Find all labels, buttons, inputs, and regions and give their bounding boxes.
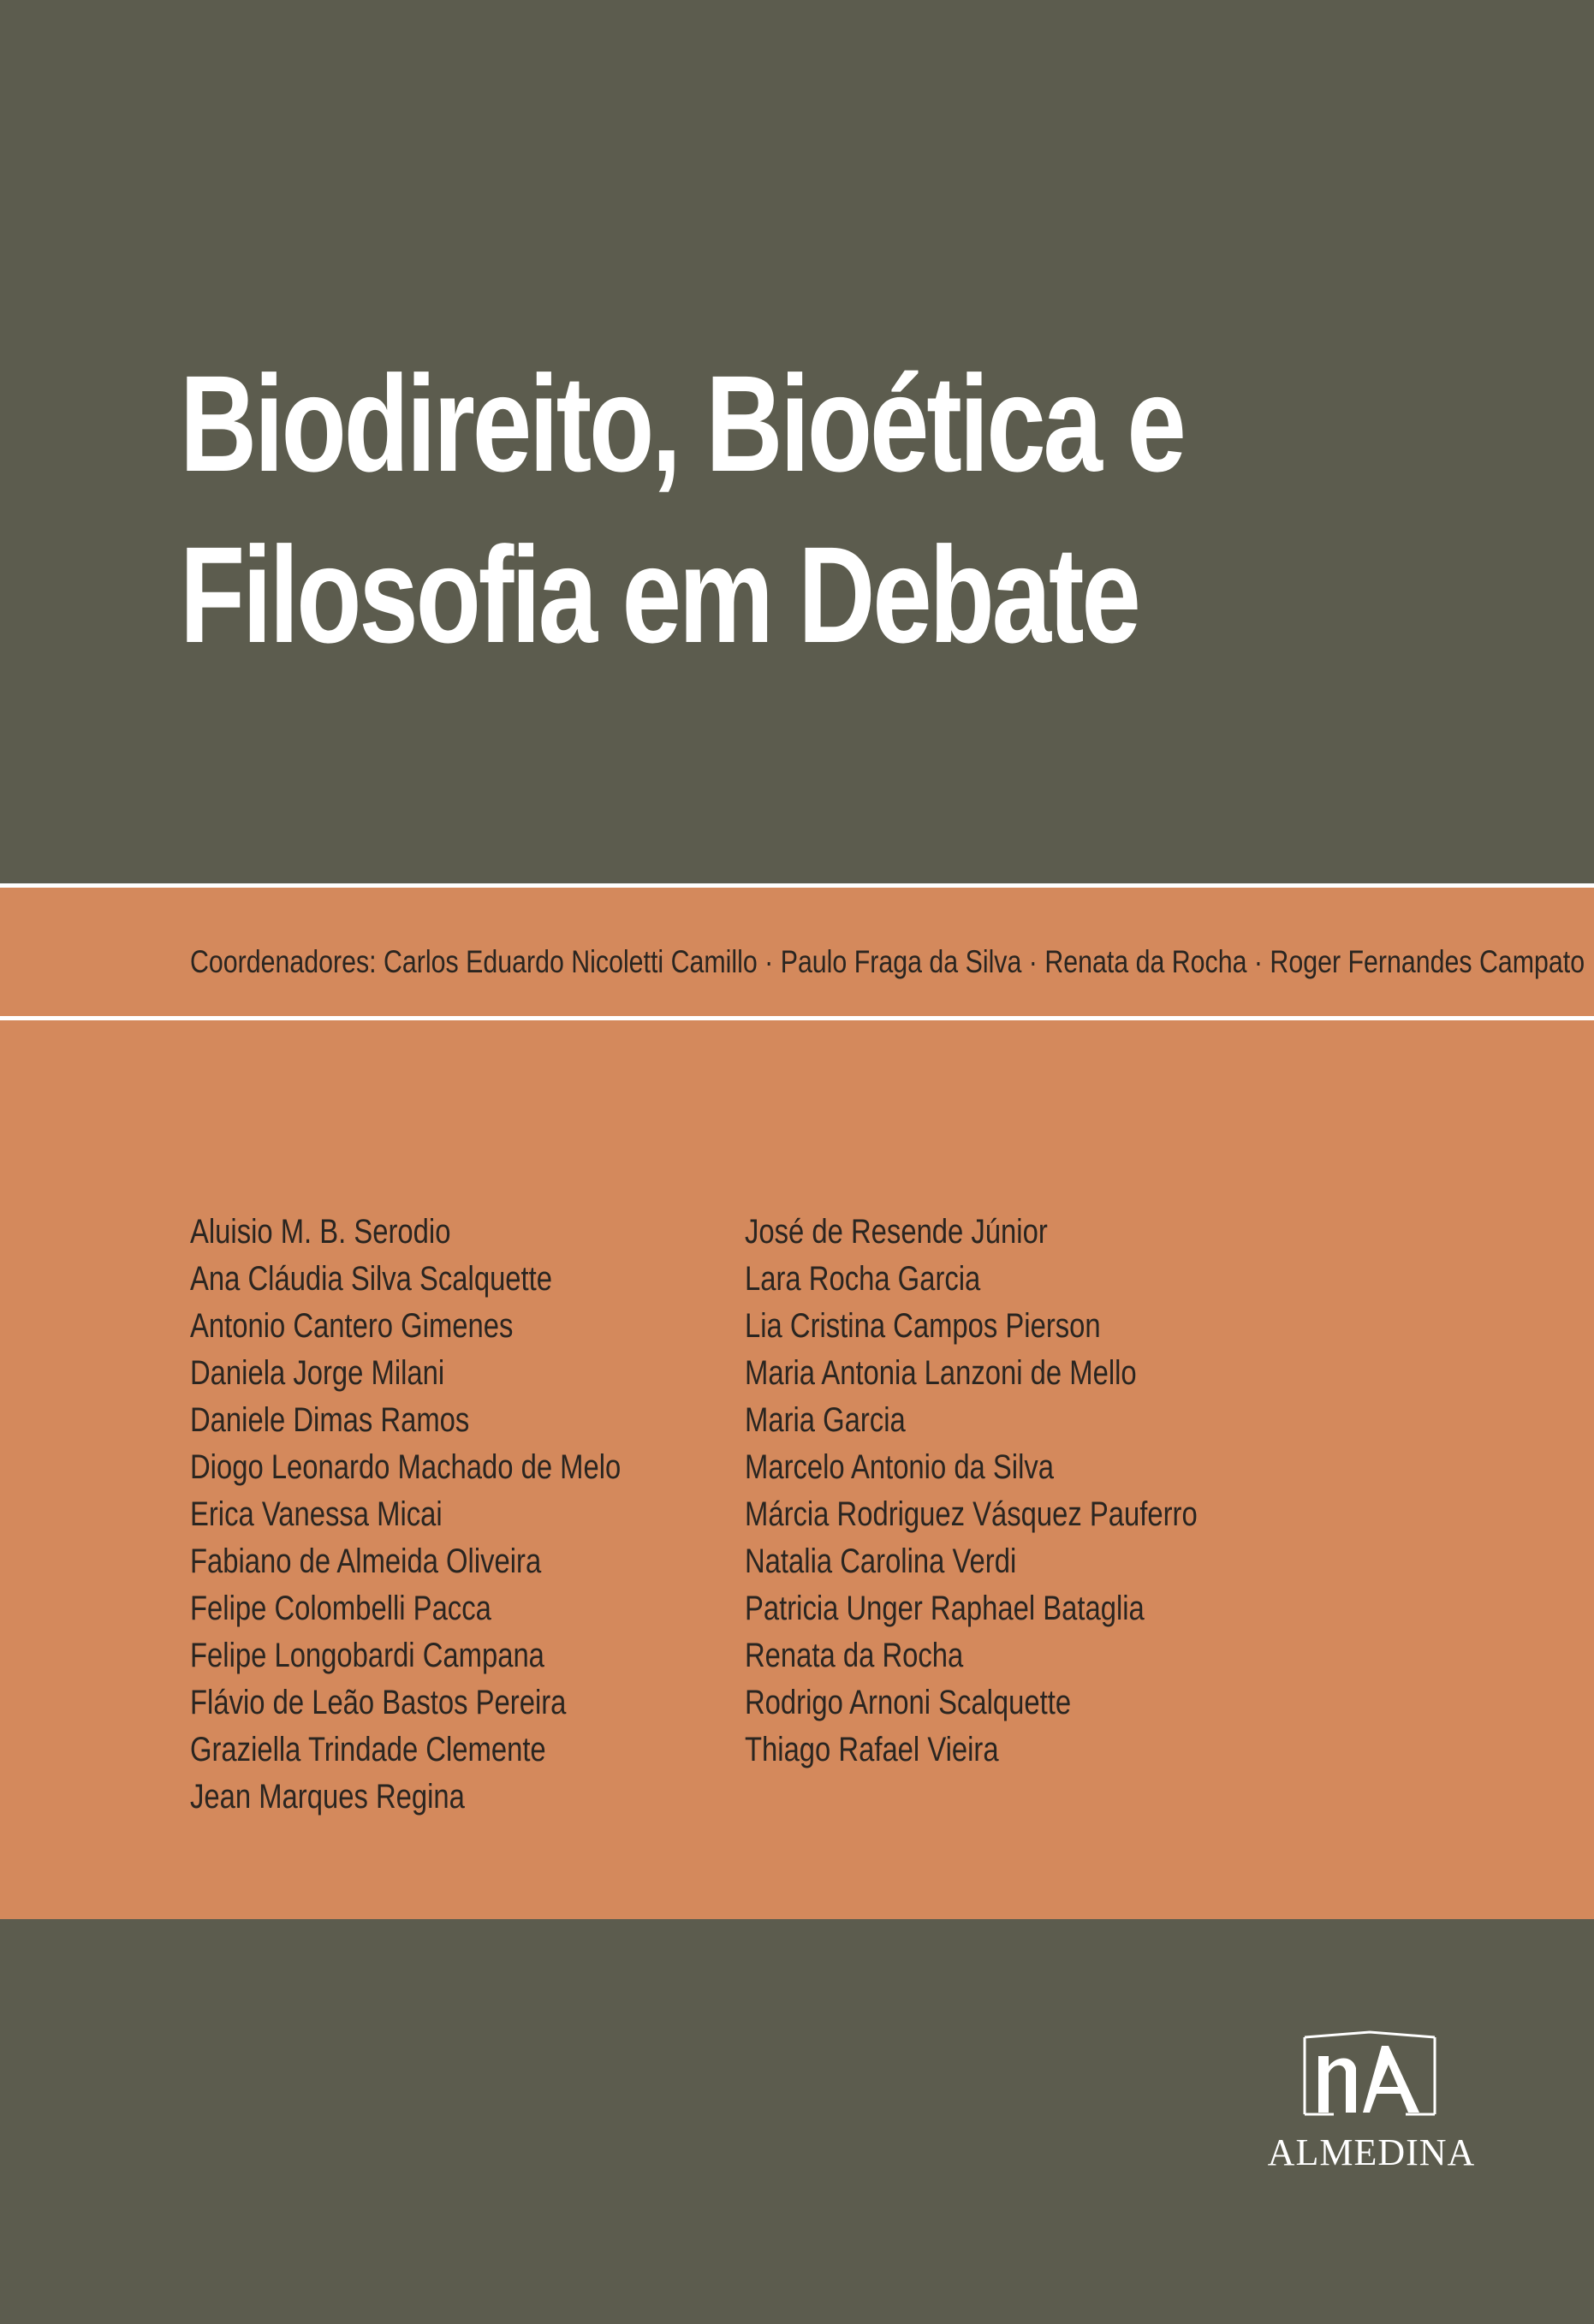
author-item: Lara Rocha Garcia <box>745 1260 981 1298</box>
author-item: Daniele Dimas Ramos <box>190 1401 470 1439</box>
author-item: Márcia Rodriguez Vásquez Pauferro <box>745 1495 1198 1533</box>
author-item: Patricia Unger Raphael Bataglia <box>745 1590 1145 1627</box>
divider-top <box>0 883 1594 888</box>
author-item: Maria Garcia <box>745 1401 906 1439</box>
author-item: Flávio de Leão Bastos Pereira <box>190 1684 567 1721</box>
author-item: Felipe Longobardi Campana <box>190 1637 544 1674</box>
author-item: Thiago Rafael Vieira <box>745 1731 999 1768</box>
author-item: Renata da Rocha <box>745 1637 964 1674</box>
author-item: Jean Marques Regina <box>190 1778 465 1816</box>
publisher-logo <box>1252 2030 1491 2184</box>
book-title <box>180 338 1184 681</box>
divider-bottom <box>0 1016 1594 1020</box>
author-item: Fabiano de Almeida Oliveira <box>190 1542 542 1580</box>
publisher-name: ALMEDINA <box>1267 2131 1476 2173</box>
almedina-logo-icon <box>1300 2030 1440 2125</box>
author-item: Erica Vanessa Micai <box>190 1495 443 1533</box>
author-item: Daniela Jorge Milani <box>190 1354 445 1392</box>
author-item: Diogo Leonardo Machado de Melo <box>190 1448 622 1486</box>
author-item: Marcelo Antonio da Silva <box>745 1448 1055 1486</box>
coordinators-line: Coordenadores: Carlos Eduardo Nicoletti Camillo · Paulo Fraga da Silva · Renata da Rocha · Roger Fernandes Campato <box>190 944 1585 979</box>
author-item: Ana Cláudia Silva Scalquette <box>190 1260 553 1298</box>
author-item: Antonio Cantero Gimenes <box>190 1307 514 1345</box>
cover-top-band <box>0 0 1594 883</box>
author-item: Lia Cristina Campos Pierson <box>745 1307 1101 1345</box>
author-item: José de Resende Júnior <box>745 1213 1048 1251</box>
author-item: Natalia Carolina Verdi <box>745 1542 1017 1580</box>
authors-list-left <box>190 1209 621 1821</box>
author-item: Graziella Trindade Clemente <box>190 1731 546 1768</box>
author-item: Aluisio M. B. Serodio <box>190 1213 451 1251</box>
author-item: Maria Antonia Lanzoni de Mello <box>745 1354 1137 1392</box>
author-item: Rodrigo Arnoni Scalquette <box>745 1684 1072 1721</box>
book-title-line-1: Biodireito, Bioética e <box>180 347 1184 500</box>
author-item: Felipe Colombelli Pacca <box>190 1590 491 1627</box>
book-title-line-2: Filosofia em Debate <box>180 518 1139 671</box>
authors-list-right <box>745 1209 1198 1774</box>
